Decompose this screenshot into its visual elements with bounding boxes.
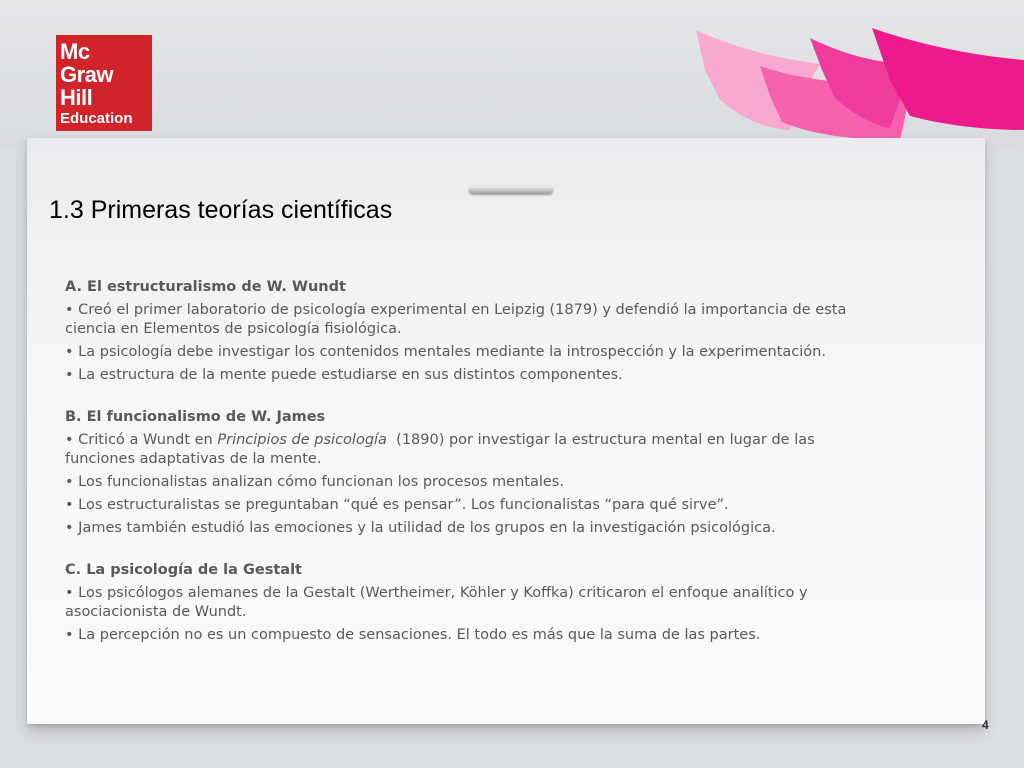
bullet-text: (1890) por investigar la estructura mental en lugar de las funciones adaptativas de la mente. <box>65 432 820 467</box>
logo-line-1: Mc <box>60 39 90 64</box>
bullet-item: • Los estructuralistas se preguntaban “qué es pensar”. Los funcionalistas “para qué sirve”. <box>65 497 729 513</box>
logo-line-3: Hill <box>60 85 93 110</box>
bullet-item: • James también estudió las emociones y la utilidad de los grupos en la investigación psicológica. <box>65 520 776 536</box>
bullet-item: • Los psicólogos alemanes de la Gestalt (Wertheimer, Köhler y Koffka) criticaron el enfoque analítico y asociacionista de Wundt. <box>65 585 808 620</box>
bullet-item: • La psicología debe investigar los contenidos mentales mediante la introspección y la experimentación. <box>65 344 826 360</box>
clip-decoration <box>469 186 553 194</box>
bullet-item <box>65 431 855 469</box>
slide-content <box>65 278 855 645</box>
section-heading-structuralism: A. El estructuralismo de W. Wundt <box>65 279 346 295</box>
book-title: Principios de psicología <box>217 432 387 448</box>
pink-ribbons-decoration <box>0 0 1024 150</box>
logo-line-2: Graw <box>60 62 114 87</box>
logo-line-4: Education <box>60 110 133 127</box>
section-heading-gestalt: C. La psicología de la Gestalt <box>65 562 302 578</box>
page-number: 4 <box>982 718 989 732</box>
slide-title: 1.3 Primeras teorías científicas <box>49 196 393 224</box>
bullet-item: • La estructura de la mente puede estudiarse en sus distintos componentes. <box>65 367 623 383</box>
bullet-item: • Los funcionalistas analizan cómo funcionan los procesos mentales. <box>65 474 564 490</box>
bullet-text: • Criticó a Wundt en <box>65 432 218 448</box>
bullet-item: • La percepción no es un compuesto de sensaciones. El todo es más que la suma de las partes. <box>65 627 761 643</box>
section-heading-functionalism: B. El funcionalismo de W. James <box>65 409 326 425</box>
bullet-item: • Creó el primer laboratorio de psicología experimental en Leipzig (1879) y defendió la importancia de esta ciencia en Elementos de psicología fisiológica. <box>65 302 847 337</box>
